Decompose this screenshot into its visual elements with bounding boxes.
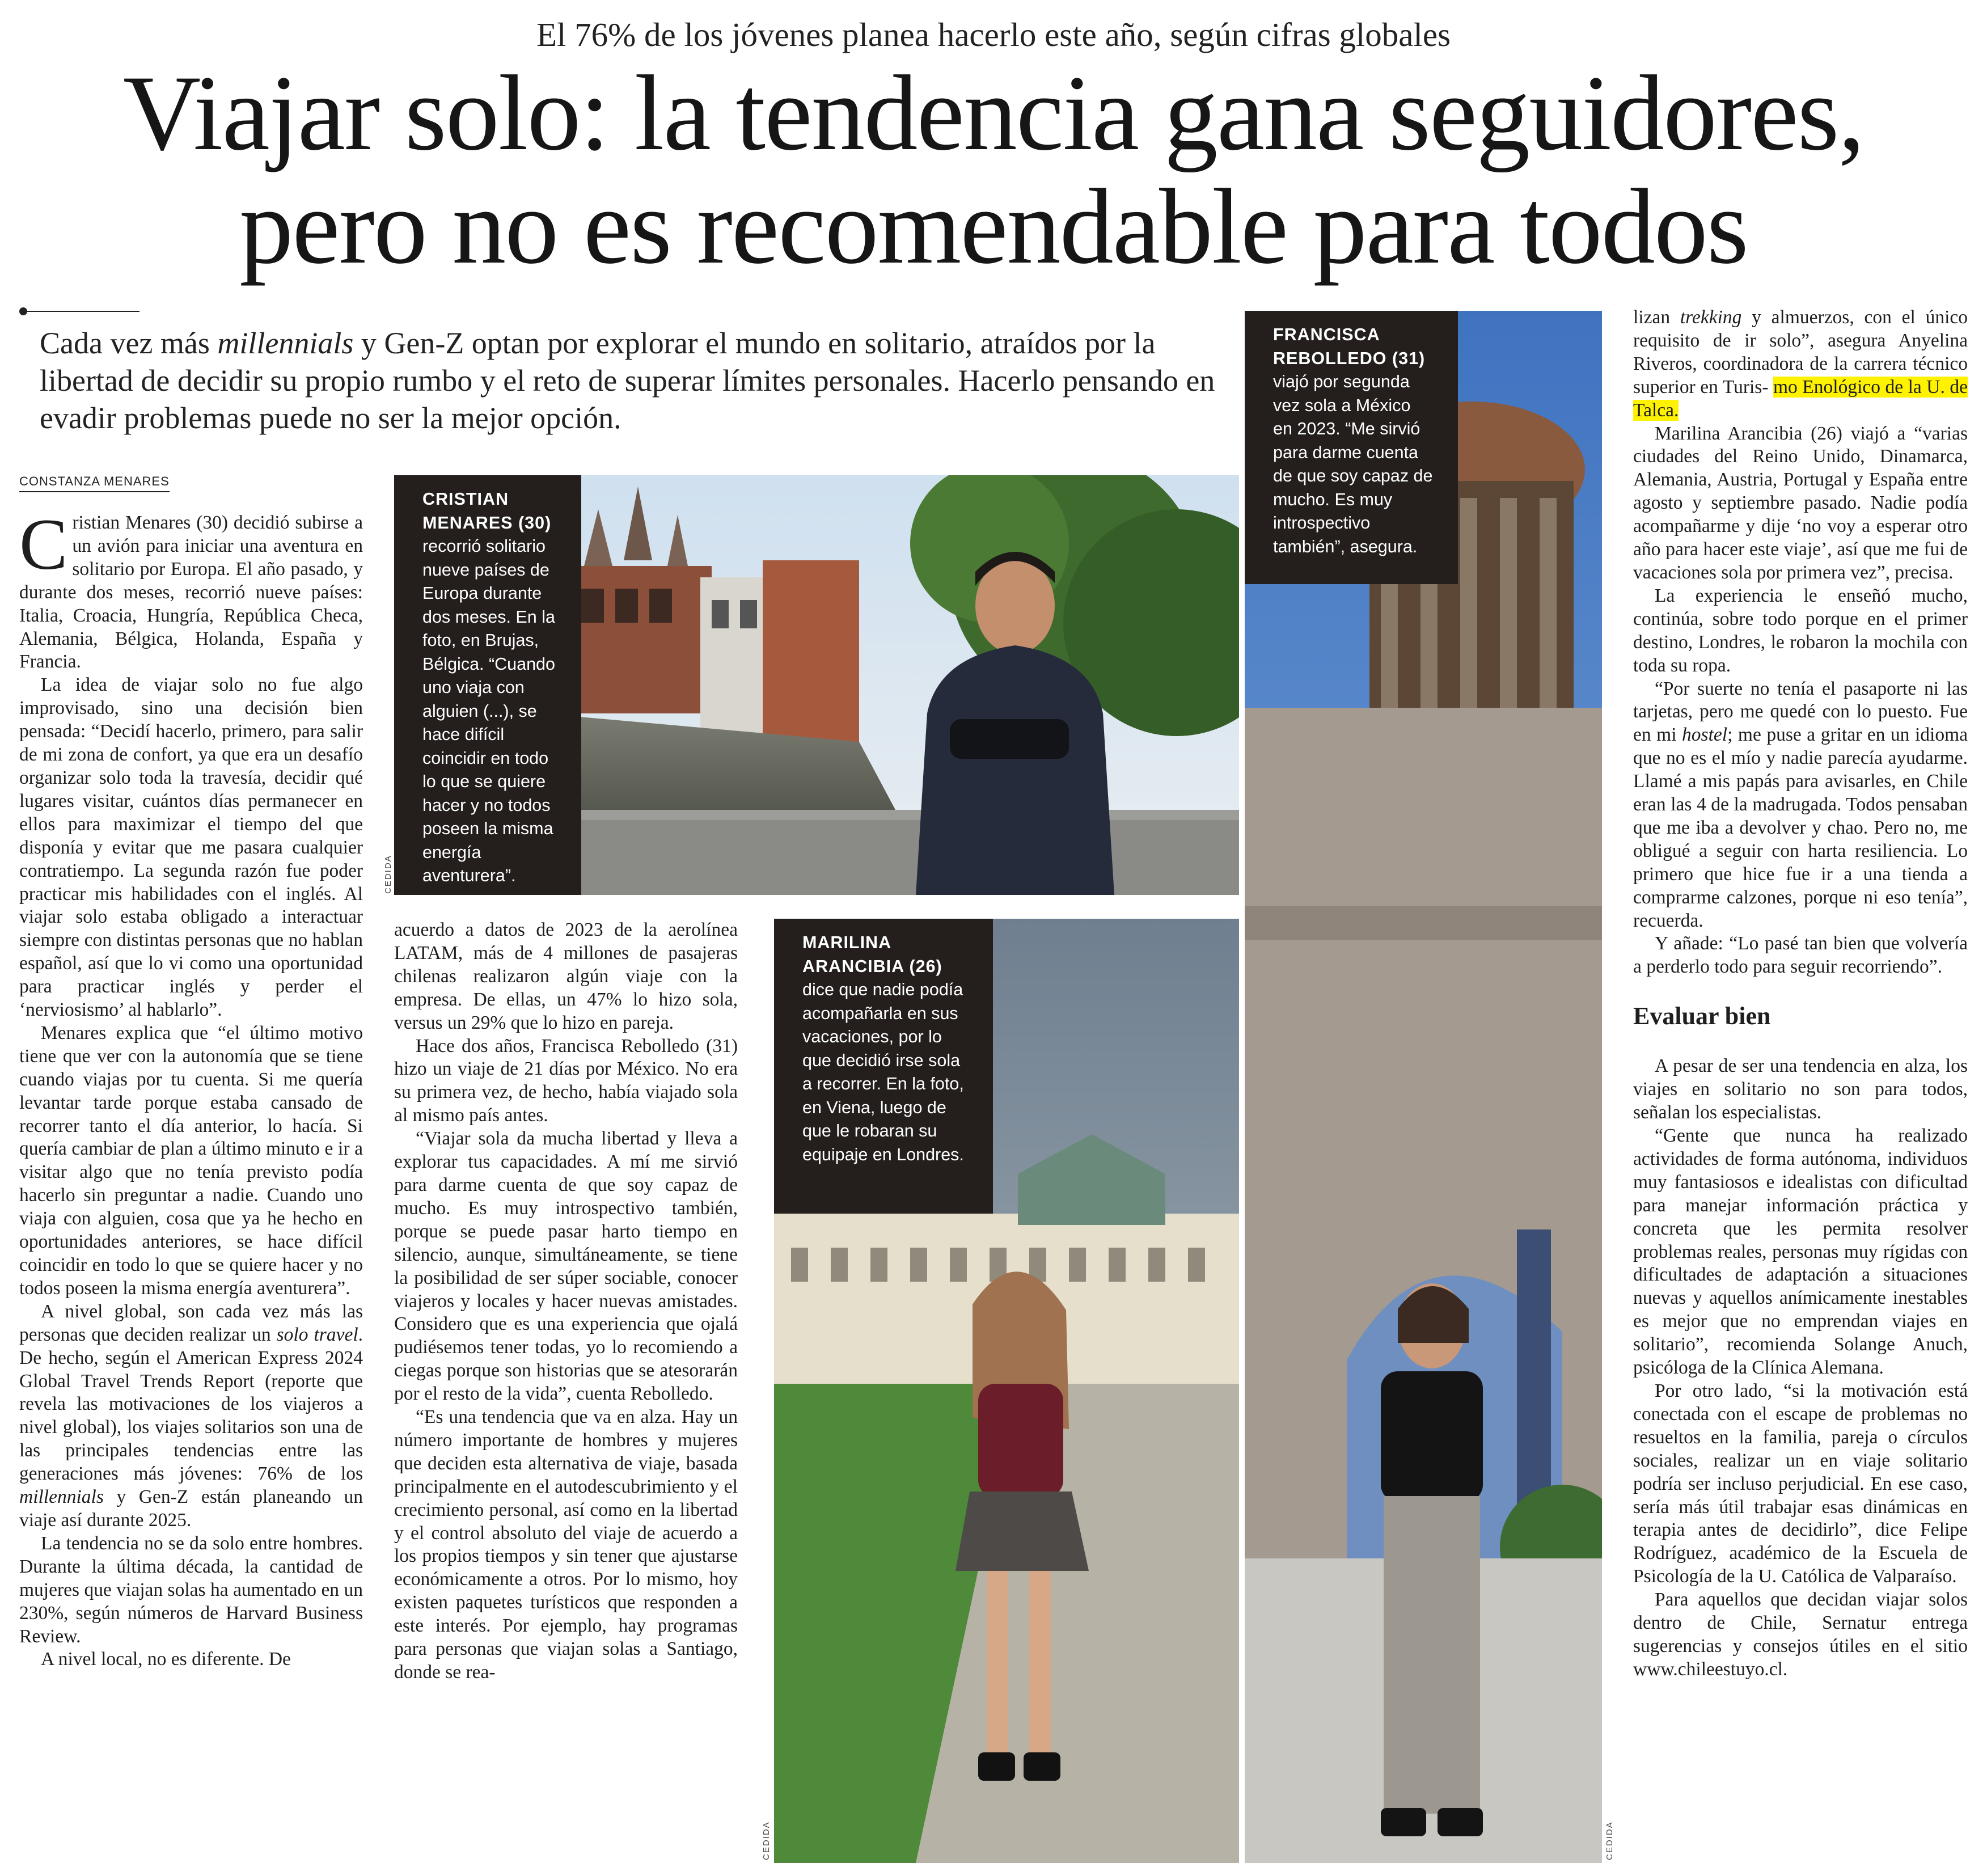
paragraph: La experiencia le enseñó mucho, continúa, sobre todo porque en el primer destino, Londres, le robaron la mochila con toda su ropa.: [1633, 585, 1968, 676]
deck: [40, 324, 1219, 437]
deck-text: y Gen-Z optan por explorar el mundo en solitario, atraídos por la libertad de decidir su propio rumbo y el reto de superar límites personales. Hacerlo pensando en evadir problemas puede no ser la mejor opción.: [40, 326, 1215, 435]
headline-line-2: pero no es recomendable para todos: [239, 167, 1748, 286]
headline: [0, 54, 1987, 286]
paragraph-emphasis: solo travel: [276, 1324, 358, 1345]
subhead: Evaluar bien: [1633, 1002, 1771, 1030]
paragraph: A pesar de ser una tendencia en alza, los viajes en solitario no son para todos, señalan los especialistas.: [1633, 1055, 1968, 1123]
column-1: [19, 504, 363, 1671]
paragraph-text: y almuerzos, con el único requisito de ir solo”, asegura Anyelina Riveros, coordinadora de la carrera técnico superior en Turis-: [1633, 307, 1968, 398]
kicker: El 76% de los jóvenes planea hacerlo este año, según cifras globales: [536, 16, 1451, 53]
paragraph: Menares explica que “el último motivo tiene que ver con la autonomía que se tiene cuando viajas por tu cuenta. Si me quería levantar tarde porque estaba cansado de recorrer tanto el día anterior, lo hacía. Si quería cambiar de plan a último minuto e ir a visitar algo que no tenía previsto podía hacerlo sin preguntar a nadie. Cuando uno viaja con alguien, cosa que ya he hecho en oportunidades anteriores, se hace difícil coincidir en todo lo que se quiere hacer y no todos poseen la misma energía aventurera”.: [19, 1022, 363, 1299]
paragraph: [19, 1300, 363, 1532]
paragraph-text: “Por suerte no tenía el pasaporte ni las tarjetas, pero me quedé con lo puesto. Fue en mi: [1633, 678, 1968, 746]
headline-line-1: Viajar solo: la tendencia gana seguidores,: [122, 54, 1865, 173]
photo-credit: CEDIDA: [383, 855, 393, 894]
paragraph: Hace dos años, Francisca Rebolledo (31) hizo un viaje de 21 días por México. No era su primera vez, de hecho, había viajado sola al mismo país antes.: [394, 1035, 738, 1126]
dropcap: C: [19, 504, 68, 585]
paragraph: [1633, 678, 1968, 933]
deck-rule-dot: [19, 307, 27, 315]
paragraph: La tendencia no se da solo entre hombres. Durante la última década, la cantidad de mujeres que viajan solas ha aumentado en un 230%, según números de Harvard Business Review.: [19, 1532, 363, 1647]
caption-name: FRANCISCA REBOLLEDO (31): [1273, 325, 1426, 368]
paragraph: La idea de viajar solo no fue algo improvisado, sino una decisión bien pensada: “Decidí hacerlo, primero, para salir de mi zona de confort, ya que era un desafío organizar solo toda la travesía, decidir qué lugares visitar, cuántos días permanecer en ellos para maximizar el tiempo del que disponía y evitar que me pasara cualquier contratiempo. La segunda razón fue poder practicar mis habilidades con el inglés. Al viajar solo estaba obligado a interactuar siempre con distintas personas que no hablan español, así que lo vi como una oportunidad para practicar inglés y perder el ‘nerviosismo’ al hablarlo”.: [19, 674, 363, 1021]
caption-name: MARILINA ARANCIBIA (26): [802, 933, 942, 976]
paragraph: Para aquellos que decidan viajar solos dentro de Chile, Sernatur entrega sugerencias y consejos útiles en el sitio www.chileestuyo.cl.: [1633, 1589, 1968, 1680]
highlighted-text: mo Enológico de la U. de Talca.: [1633, 376, 1968, 421]
paragraph-text: . De hecho, según el American Express 2024 Global Travel Trends Report (reporte que revela las motivaciones de los viajeros a nivel global), los viajes solitarios son una de las principales tendencias entre las generaciones más jóvenes: 76% de los: [19, 1324, 363, 1485]
paragraph-emphasis: trekking: [1680, 307, 1742, 328]
photo-credit: CEDIDA: [1605, 1821, 1614, 1860]
caption-text: dice que nadie podía acompañarla en sus vacaciones, por lo que decidió irse sola a recorrer. En la foto, en Viena, luego de que le robaran su equipaje en Londres.: [802, 980, 964, 1164]
caption-francisca: [1245, 311, 1458, 584]
paragraph: Por otro lado, “si la motivación está conectada con el escape de problemas no resueltos en la familia, pareja o círculos sociales, realizar un en viaje solitario podría ser incluso perjudicial. En ese caso, sería más útil trabajar esas dinámicas en terapia antes de decidirlo”, dice Felipe Rodríguez, académico de la Escuela de Psicología de la U. Católica de Valparaíso.: [1633, 1380, 1968, 1587]
paragraph: [1633, 306, 1968, 422]
deck-emphasis: millennials: [217, 326, 354, 360]
column-4: [1633, 306, 1968, 1681]
paragraph-emphasis: hostel: [1682, 724, 1728, 746]
paragraph-text: ; me puse a gritar en un idioma que no es el mío y nadie parecía ayudarme. Llamé a mis papás para avisarles, en Chile eran las 4 de la madrugada. Todos pensaban que me iba a devolver y chao. Pero no, me obligué a seguir con harta resiliencia. Lo primero que hice fue ir a una tienda a comprarme calzones, porque ni eso tenía”, recuerda.: [1633, 724, 1968, 931]
paragraph: “Viajar sola da mucha libertad y lleva a explorar tus capacidades. A mí me sirvió para darme cuenta de que soy capaz de mucho. Es muy introspectivo también, porque se puede pasar harto tiempo en silencio, aunque, simultáneamente, se tiene la posibilidad de ser súper sociable, conocer viajeros y locales y hacer nuevas amistades. Considero que es una experiencia que ojalá pudiésemos tener todas, yo lo recomiendo a ciegas porque son historias que se atesorarán por el resto de la vida”, cuenta Rebolledo.: [394, 1128, 738, 1405]
deck-rule: [27, 311, 139, 312]
caption-text: viajó por segunda vez sola a México en 2023. “Me sirvió para darme cuenta de que soy capaz de mucho. Es muy introspectivo también”, asegura.: [1273, 372, 1433, 556]
paragraph-text: lizan: [1633, 307, 1680, 328]
paragraph: acuerdo a datos de 2023 de la aerolínea LATAM, más de 4 millones de pasajeras chilenas realizaron algún viaje con la empresa. De ellas, un 47% lo hizo sola, versus un 29% que lo hizo en pareja.: [394, 919, 738, 1033]
paragraph-text: A nivel global, son cada vez más las personas que deciden realizar un: [19, 1300, 363, 1345]
paragraph-text: ristian Menares (30) decidió subirse a un avión para iniciar una aventura en solitario por Europa. El año pasado, y durante dos meses, recorrió nueve países: Italia, Croacia, Hungría, República Checa, Alemania, Bélgica, Holanda, España y Francia.: [19, 512, 363, 673]
caption-text: recorrió solitario nueve países de Europa durante dos meses. En la foto, en Brujas, Bélgica. “Cuando uno viaja con alguien (...), se hace difícil coincidir en todo lo que se quiere hacer y no todos poseen la misma energía aventurera”.: [422, 536, 555, 885]
column-2: [394, 919, 738, 1684]
caption-cristian: [394, 475, 581, 895]
caption-marilina: [774, 919, 993, 1214]
byline: CONSTANZA MENARES: [19, 474, 170, 492]
paragraph: Marilina Arancibia (26) viajó a “varias ciudades del Reino Unido, Dinamarca, Alemania, Austria, Portugal y España entre agosto y septiembre pasado. Nadie podía acompañarme y dije ‘no voy a esperar otro año para hacer este viaje’, así que me fui de vacaciones sola por primera vez”, precisa.: [1633, 422, 1968, 583]
paragraph: Y añade: “Lo pasé tan bien que volvería a perderlo todo para seguir recorriendo”.: [1633, 933, 1968, 978]
paragraph: “Gente que nunca ha realizado actividades de forma autónoma, individuos muy fantasiosos e idealistas con dificultad para manejar información práctica y concreta que les permita resolver problemas reales, personas muy rígidas con dificultades de adaptación a situaciones nuevas y aquellos anímicamente inestables es mejor que no emprendan viajes en solitario”, recomienda Solange Anuch, psicóloga de la Clínica Alemana.: [1633, 1125, 1968, 1379]
caption-name: CRISTIAN MENARES (30): [422, 489, 552, 533]
paragraph-text: y Gen-Z están planeando un viaje así durante 2025.: [19, 1486, 363, 1531]
paragraph: A nivel local, no es diferente. De: [41, 1649, 291, 1670]
paragraph-emphasis: millennials: [19, 1486, 104, 1508]
deck-text: Cada vez más: [40, 326, 218, 360]
photo-credit: CEDIDA: [762, 1821, 771, 1860]
paragraph: [19, 504, 363, 674]
paragraph: “Es una tendencia que va en alza. Hay un número importante de hombres y mujeres que deciden esta alternativa de viaje, basada principalmente en el autodescubrimiento y el crecimiento personal, así como en la libertad y el control absoluto del viaje de acuerdo a los propios tiempos y sin tener que ajustarse económicamente a otros. Por lo mismo, hoy existen paquetes turísticos que responden a este interés. Por ejemplo, hay programas para personas que viajan solas a Santiago, donde se rea-: [394, 1406, 738, 1683]
